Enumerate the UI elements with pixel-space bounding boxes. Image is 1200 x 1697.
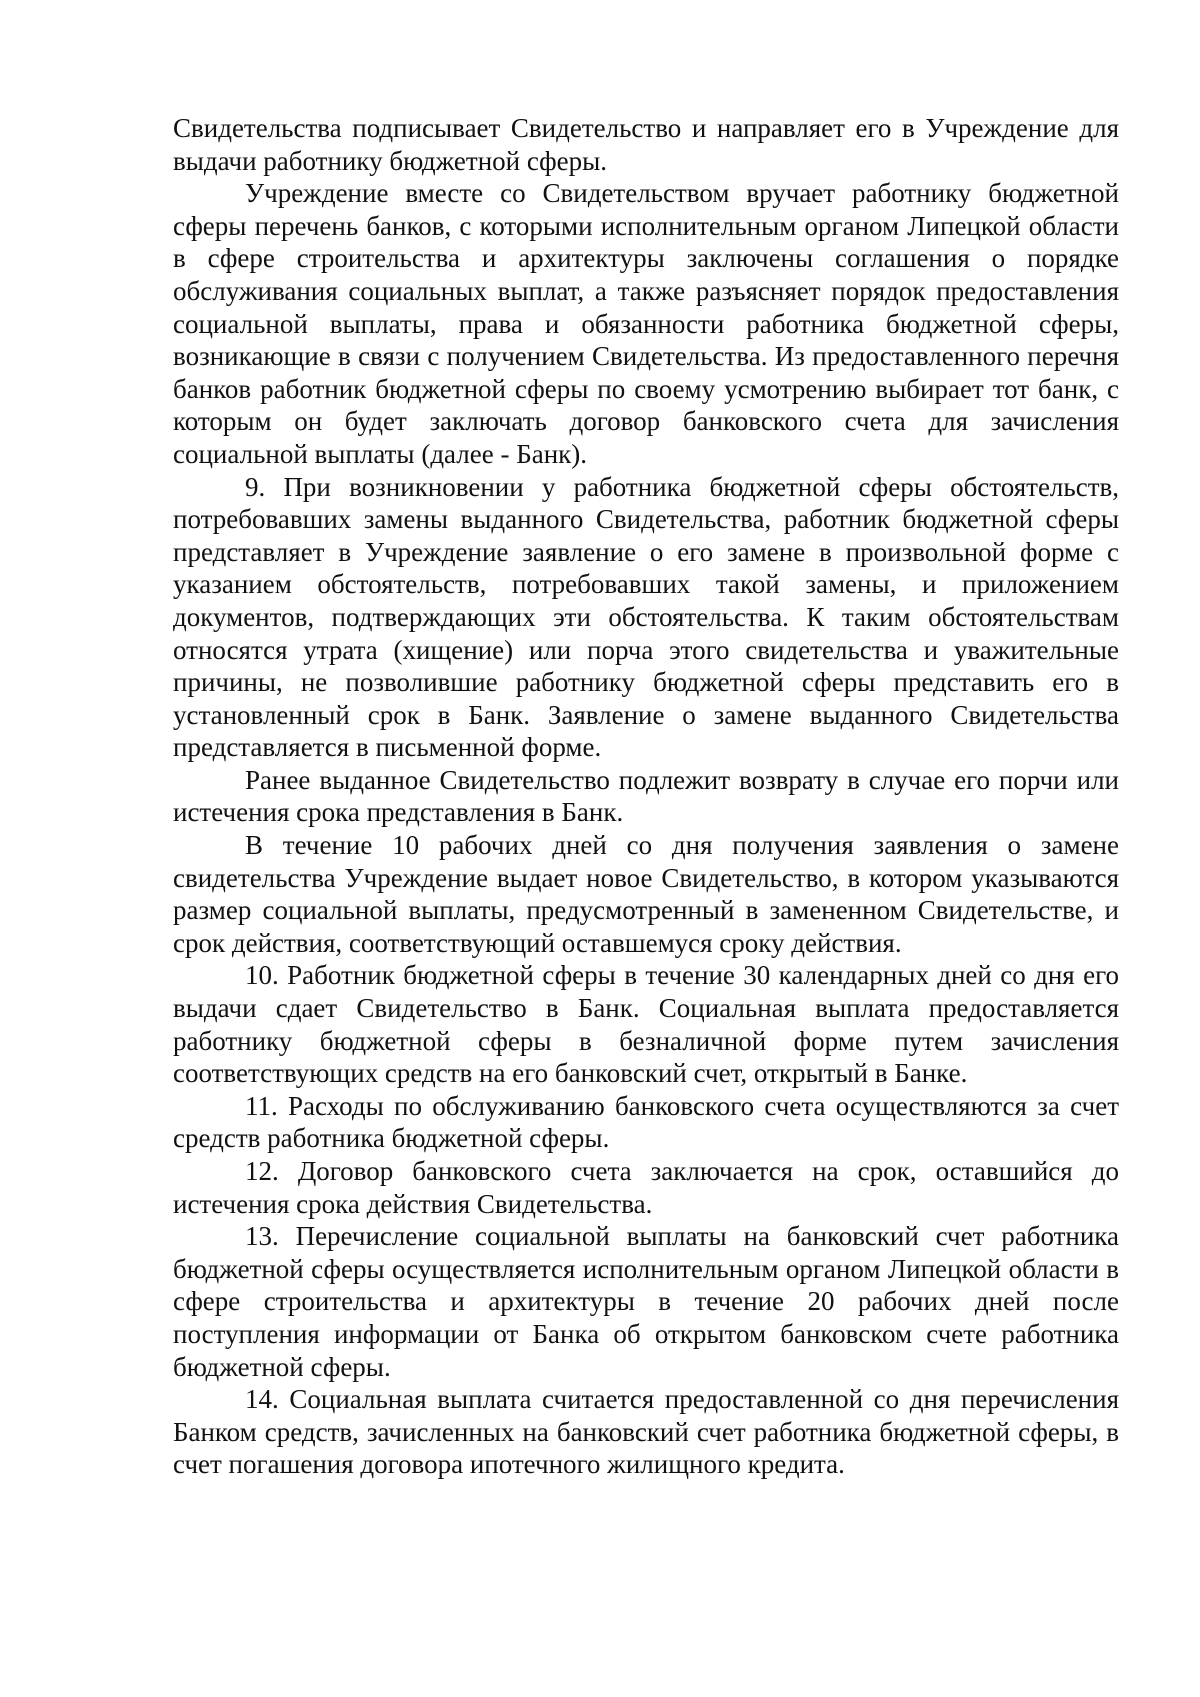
paragraph-item-9: 9. При возникновении у работника бюджетной сферы обстоятельств, потребовавших замены выданного Свидетельства, работник бюджетной сферы представляет в Учреждение заявление о его замене в произвольной форме с указанием обстоятельств, потребовавших такой замены, и приложением документов, подтверждающих эти обстоятельства. К таким обстоятельствам относятся утрата (хищение) или порча этого свидетельства и уважительные причины, не позволившие работнику бюджетной сферы представить его в установленный срок в Банк. Заявление о замене выданного Свидетельства представляется в письменной форме. xyxy=(173,471,1119,763)
paragraph-continuation: Свидетельства подписывает Свидетельство и направляет его в Учреждение для выдачи работнику бюджетной сферы. xyxy=(173,113,1119,176)
paragraph-item-11: 11. Расходы по обслуживанию банковского счета осуществляются за счет средств работника бюджетной сферы. xyxy=(173,1090,1119,1154)
document-body xyxy=(173,112,1119,1481)
paragraph-item-10: 10. Работник бюджетной сферы в течение 30 календарных дней со дня его выдачи сдает Свидетельство в Банк. Социальная выплата предоставляется работнику бюджетной сферы в безналичной форме путем зачисления соответствующих средств на его банковский счет, открытый в Банке. xyxy=(173,960,1119,1089)
paragraph-item-13: 13. Перечисление социальной выплаты на банковский счет работника бюджетной сферы осуществляется исполнительным органом Липецкой области в сфере строительства и архитектуры в течение 20 рабочих дней после поступления информации от Банка об открытом банковском счете работника бюджетной сферы. xyxy=(173,1221,1119,1382)
paragraph-replacement-term: В течение 10 рабочих дней со дня получения заявления о замене свидетельства Учреждение выдает новое Свидетельство, в котором указываются размер социальной выплаты, предусмотренный в замененном Свидетельстве, и срок действия, соответствующий оставшемуся сроку действия. xyxy=(173,830,1119,958)
paragraph-certificate-handover: Учреждение вместе со Свидетельством вручает работнику бюджетной сферы перечень банков, с которыми исполнительным органом Липецкой области в сфере строительства и архитектуры заключены соглашения о порядке обслуживания социальных выплат, а также разъясняет порядок предоставления социальной выплаты, права и обязанности работника бюджетной сферы, возникающие в связи с получением Свидетельства. Из предоставленного перечня банков работник бюджетной сферы по своему усмотрению выбирает тот банк, с которым он будет заключать договор банковского счета для зачисления социальной выплаты (далее - Банк). xyxy=(173,178,1119,469)
paragraph-item-12: 12. Договор банковского счета заключается на срок, оставшийся до истечения срока действия Свидетельства. xyxy=(173,1156,1119,1219)
paragraph-item-14: 14. Социальная выплата считается предоставленной со дня перечисления Банком средств, зачисленных на банковский счет работника бюджетной сферы, в счет погашения договора ипотечного жилищного кредита. xyxy=(173,1384,1119,1480)
paragraph-return-certificate: Ранее выданное Свидетельство подлежит возврату в случае его порчи или истечения срока представления в Банк. xyxy=(173,764,1119,828)
